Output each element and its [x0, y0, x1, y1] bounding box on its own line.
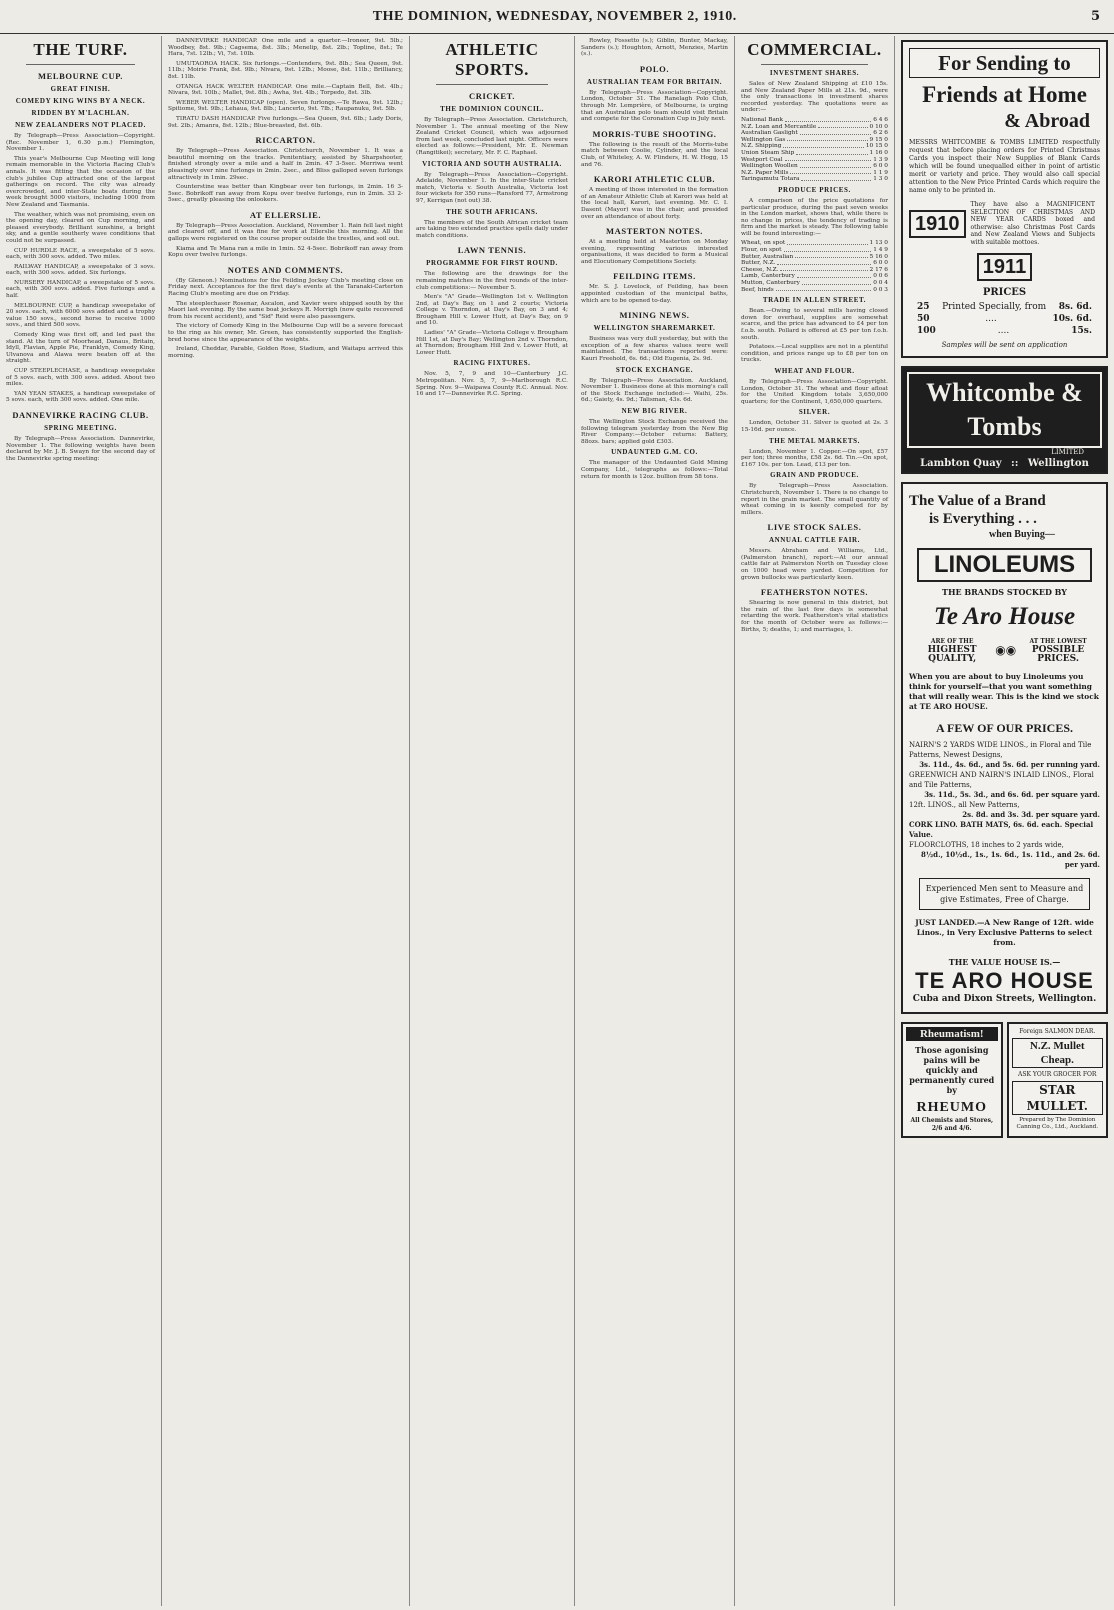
paragraph: By Telegraph—Press Association. Christchurch, November 1. There is no change to report in the grain market. The small quantity of wheat coming in is keenly competed for by millers. [741, 483, 888, 516]
subhead-nz-not-placed: NEW ZEALANDERS NOT PLACED. [15, 121, 146, 129]
ad-rheumo [901, 1022, 1003, 1138]
subhead-lawn-tennis: LAWN TENNIS. [457, 245, 527, 256]
column-athletic [410, 36, 575, 1606]
value-brand-line2: is Everything . . . [929, 510, 1037, 527]
dot-leader [795, 254, 867, 259]
share-row-name: Union Steam Ship [741, 149, 795, 156]
paragraph: Bean.—Owing to several mills having closed down for overhaul, supplies are somewhat scarce, and the price has advanced to £4 per ton f.o.b. south. Pollard is offered at £5 per ton f.o.b. south. [741, 308, 888, 341]
dot-leader [797, 273, 871, 278]
value-brand-line3: when Buying— [989, 528, 1055, 540]
paragraph: By Telegraph—Press Association—Copyright. London, October 31. The wheat and flour afloat for the United Kingdom totals 3,650,000 quarters; for the Continent, 1,650,000 quarters. [741, 378, 888, 405]
column-turf [0, 36, 162, 1606]
masthead-title: THE DOMINION, WEDNESDAY, NOVEMBER 2, 1910. [372, 8, 737, 24]
dot-leader [785, 157, 872, 162]
paragraph: TIRATU DASH HANDICAP. Five furlongs.—Sea Queen, 9st. 6lb.; Lady Doris, 9st. 2lb.; Amanra, 8st. 12lb.; Blue-breasted, 8st. 6lb. [168, 115, 403, 129]
linoleums-banner: LINOLEUMS [917, 548, 1092, 582]
share-row [741, 157, 888, 164]
paragraph: The weather, which was not promising, even on the opening day, cleared on Cup morning, and pleased everybody. Brilliant sunshine, a bright sky, and a gentle southerly wave conditions that could not be surpassed. [6, 211, 155, 244]
share-row [741, 117, 888, 124]
dot-leader [780, 267, 867, 272]
paragraph: OTANGA HACK WELTER HANDICAP. One mile.—Captain Bell, 8st. 4lb.; Nivara, 9st. 10lb.; Mallet, 9st. 8lb.; Awha, 9st. 4lb.; Torpedo, 8st. 3lb. [168, 83, 403, 97]
page-number: 5 [1090, 9, 1100, 24]
subhead-undaunted: UNDAUNTED G.M. CO. [611, 448, 698, 457]
share-row-name: N.Z. Shipping [741, 143, 782, 150]
paragraph: By Telegraph—Press Association. Christchurch, November 1. The annual meeting of the New Zealand Cricket Council, which was adjourned from last week, concluded last night. Officers were elected as follows:—President, Mr. E. Newman (Rangitikei); secretary, Mr. F. C. Raphael. [416, 117, 568, 156]
price-text: 8½d., 10½d., 1s., 1s. 6d., 1s. 11d., and 2s. 6d. per yard. [921, 849, 1100, 869]
column-racing [162, 36, 410, 1606]
produce-row-name: Butter, N.Z. [741, 260, 776, 267]
paragraph: By Telegraph—Press Association—Copyright. London, October 31. The Ranelagh Polo Club, through Mr. Lemprière, of Melbourne, is urging that an Australian polo team should visit Britain and compete for the Coronation Cup in July next. [581, 89, 728, 123]
ad-mullet [1007, 1022, 1109, 1138]
divider [761, 64, 868, 65]
section-title-athletic: ATHLETIC SPORTS. [445, 40, 539, 79]
price-qty: 100 [917, 325, 936, 336]
dot-leader [800, 130, 872, 135]
produce-row [741, 273, 888, 280]
ad-whitcombe-tombs [901, 366, 1108, 474]
dot-leader [776, 287, 871, 292]
price-text: CORK LINO. BATH MATS, 6s. 6d. each. Special Value. [909, 819, 1094, 839]
paragraph: Business was very dull yesterday, but with the exception of a few shares values were well maintained. The transactions reported were: Kauri Freehold, 6s. 6d.; Old Eugenia, 2s. 9d. [581, 336, 728, 363]
subhead-karori: KARORI ATHLETIC CLUB. [593, 174, 716, 185]
samples-note: Samples will be sent on application [941, 340, 1068, 349]
share-row [741, 176, 888, 183]
produce-row-name: Mutton, Canterbury [741, 280, 800, 287]
paragraph: Kiama and Te Mana ran a mile in 1min. 52 4-5sec. Bobrikoff ran away from Kopu over twelve furlongs. [168, 245, 403, 259]
paragraph: Counterstine was better than Kingbear over ten furlongs, in 2min. 16 3-5sec. Bobrikoff ran away from Kopu over twelve furlongs, run in 2min. 33 2-5sec., greatly pleasing the onlookers. [168, 184, 403, 204]
produce-row-value: 1 13 0 [869, 240, 888, 247]
produce-row [741, 287, 888, 294]
subhead-mining: MINING NEWS. [619, 310, 690, 321]
paragraph: The members of the South African cricket team are taking two extended practice spells daily under match conditions. [416, 219, 568, 239]
divider [26, 64, 135, 65]
share-row-value: 1 1 9 [873, 169, 888, 176]
subhead-cricket: CRICKET. [469, 91, 515, 101]
race-heading: NURSERY HANDICAP, a sweepstake of 5 sovs. each, with 300 sovs. added. Five furlongs and a half. [6, 279, 155, 300]
subhead-stock-exchange: STOCK EXCHANGE. [615, 365, 694, 374]
subhead-silver: SILVER. [798, 408, 831, 417]
prices-heading: PRICES [982, 286, 1027, 298]
mullet-cheap: N.Z. Mullet Cheap. [1012, 1038, 1104, 1068]
price-text: FLOORCLOTHS, 18 inches to 2 yards wide, [909, 840, 1064, 849]
paragraph: A meeting of those interested in the formation of an Amateur Athletic Club at Karori was held at the local hall, Karori, last evening. Mr. C. I. Dasent (Mayor) was in the chair, and presided over an attendance of about forty. [581, 187, 728, 220]
price-text: 3s. 11d., 5s. 3d., and 6s. 6d. per square yard. [924, 789, 1100, 799]
produce-row-value: 1 4 9 [873, 247, 888, 254]
ad-title-line3: & Abroad [1004, 110, 1090, 132]
subhead-sharemarket: WELLINGTON SHAREMARKET. [593, 324, 716, 333]
ad-new-year-text: They have also a MAGNIFICENT SELECTION OF CHRISTMAS AND NEW YEAR CARDS boxed and otherwise: also Christmas Post Cards and New Zealand Views and Subjects with suitable mottoes. [970, 201, 1095, 246]
paragraph: At a meeting held at Masterton on Monday evening, representing various interested organisations, it was decided to form a Musical and Elocutionary Competitions Society. [581, 239, 728, 265]
subhead-dannevirke: DANNEVIRKE RACING CLUB. [12, 409, 149, 420]
when-you-text: When you are about to buy Linoleums you think for yourself—that you want something that will really wear. This is the kind we stock at TE ARO HOUSE. [909, 671, 1099, 711]
price-text: .... [997, 325, 1010, 336]
mullet-word: MULLET. [1026, 1098, 1088, 1113]
at-lowest: AT THE LOWEST [1029, 637, 1087, 645]
dot-leader [787, 240, 867, 245]
subhead-featherston: FEATHERSTON NOTES. [760, 587, 869, 598]
produce-row-name: Wheat, on spot [741, 240, 786, 247]
subhead-comedy-king: COMEDY KING WINS BY A NECK. [15, 97, 146, 105]
quality-left [909, 637, 995, 664]
produce-row [741, 247, 888, 254]
section-title-turf: THE TURF. [33, 40, 128, 59]
price-qty: 50 [917, 313, 930, 324]
paragraph: UMUTAOROA HACK. Six furlongs.—Contenders, 9st. 8lb.; Sea Queen, 9st. 11lb.; Moirie Frank, 8st. 9lb.; Nivara, 9st. 12lb.; Moose, 8st. 11lb.; Brilliancy, 8st. 11lb. [168, 60, 403, 80]
te-aro-caps: TE ARO HOUSE [915, 967, 1094, 993]
share-row-value: 1 3 0 [873, 176, 888, 183]
produce-row-value: 0 0 4 [873, 280, 888, 287]
paragraph: Men's "A" Grade—Wellington 1st v. Wellington 2nd, at Day's Bay, on 1 and 2 courts; Victoria College v. Thorndon, at Day's Bay, on 3 and 4; Brougham Hill v. Lower Hutt, at Day's Bay, on 9 and 10. [416, 294, 568, 327]
dot-leader [802, 280, 871, 285]
subhead-new-big-river: NEW BIG RIVER. [621, 407, 688, 415]
paragraph: The Wellington Stock Exchange received the following telegram yesterday from the New Big River Company:—October returns: Battery, 88ozs. bars; applied gold £303. [581, 419, 728, 445]
price-text: GREENWICH AND NAIRN'S INLAID LINOS., Floral and Tile Patterns, [909, 770, 1094, 789]
share-row-name: Wellington Gas [741, 136, 786, 143]
bottom-ads [901, 1022, 1108, 1146]
paragraph: Shearing is now general in this district, but the rain of the last few days is somewhat retarding the work. Featherston's vital statistics for the month of October were as follows:—Births, 5; deaths, 1; and marriages, 1. [741, 600, 888, 633]
share-row-name: Westport Coal [741, 156, 783, 163]
section-title-commercial: COMMERCIAL. [747, 40, 882, 59]
share-row-value: 1 16 0 [869, 149, 888, 156]
ad-title-line1: For Sending to [909, 48, 1100, 78]
divider [436, 84, 548, 85]
share-row-name: N.Z. Loan and Mercantile [741, 123, 817, 130]
share-row [741, 163, 888, 170]
column-commercial [735, 36, 895, 1606]
subhead-investment-shares: INVESTMENT SHARES. [769, 69, 860, 77]
star-brand-row [1012, 1081, 1104, 1115]
produce-row-value: 0 0 3 [873, 286, 888, 293]
are-of-the: ARE OF THE [930, 637, 974, 645]
location-right: Wellington [1027, 457, 1089, 469]
quality-right [1016, 637, 1100, 664]
price-row [909, 301, 1100, 313]
paragraph: By Telegraph—Press Association. Auckland, November 1. Rain fell last night and cleared off, and it was fine for work at Ellerslie this morning. All the gallops were registered on the course proper outside the trestles, and soil out. [168, 222, 403, 243]
dot-leader [818, 124, 867, 129]
produce-row-value: 6 0 0 [873, 260, 888, 267]
price-text: NAIRN'S 2 YARDS WIDE LINOS., in Floral and Tile Patterns, Newest Designs, [909, 740, 1092, 759]
brand-name: Whitcombe & Tombs [907, 372, 1102, 448]
price-row [909, 313, 1100, 325]
dot-leader [777, 260, 871, 265]
produce-row-name: Lamb, Canterbury [741, 273, 795, 280]
share-row-value: 10 15 0 [865, 143, 888, 150]
paragraph: By Telegraph—Press Association. Auckland, November 1. Business done at this morning's call of the Stock Exchange included:— Waihi, 25s. 6d.; Gaiety, 4s. 9d.; Talisman, 43s. 6d. [581, 377, 728, 404]
paragraph: The following is the result of the Morris-tube match between Coolie, Cylinder, and the local Club, of Whiteley, A. W. Flinders, H. W. Hogg, 15 and 76. [581, 141, 728, 168]
produce-row [741, 260, 888, 267]
share-row [741, 143, 888, 150]
subhead-ellerslie: AT ELLERSLIE. [249, 209, 322, 220]
brand-sub: LIMITED [1051, 447, 1084, 456]
paragraph: By Telegraph—Press Association—Copyright. Adelaide, November 1. In the inter-State cricket match, Victoria v. South Australia, Victoria lost four wickets for 350 runs—Ransford 77, Armstrong 97, Kerrigan (not out) 38. [416, 171, 568, 204]
subhead-spring-meeting: SPRING MEETING. [44, 423, 117, 432]
paragraph: The steeplechaser Rosenar, Ascalon, and Xavier were shipped south by the Maori last evening. By the same boat jockeys R. Morrigh (now quite recovered from his recent accident), and "Sid" Reid were also passengers. [168, 300, 403, 320]
paragraph: Messrs. Abraham and Williams, Ltd., (Palmerston branch), report:—At our annual cattle fair at Palmerston North on Tuesday close on 1000 head were yarded. Competition for grown bullocks was particularly keen. [741, 548, 888, 581]
paragraph: By Telegraph—Press Association. Christchurch, November 1. It was a beautiful morning on the tracks. Penitentiary, assisted by Sharpshooter, finished strongly over a mile and a half in 2min. 47 3-5sec. Merriwa went pleasingly over nine furlongs in 2min. 2sec., and Bliss galloped seven furlongs attractively in 1min. 29sec. [168, 148, 403, 181]
quality-row [909, 637, 1100, 664]
subhead-ridden: RIDDEN BY M'LACHLAN. [31, 109, 130, 117]
price-price: 8s. 6d. [1058, 301, 1092, 312]
location-left: Lambton Quay [920, 457, 1002, 469]
share-row [741, 137, 888, 144]
price-text: .... [985, 313, 997, 324]
race-heading: CUP STEEPLECHASE, a handicap sweepstake of 5 sovs. each, with 300 sovs. added. About two miles. [6, 368, 155, 388]
subhead-victoria-sa: VICTORIA AND SOUTH AUSTRALIA. [422, 159, 562, 168]
subhead-produce-prices: PRODUCE PRICES. [778, 185, 851, 194]
subhead-notes: NOTES AND COMMENTS. [227, 264, 344, 275]
dot-leader [796, 150, 867, 155]
race-heading: MELBOURNE CUP, a handicap sweepstake of 20 sovs. each, with 6000 sovs added and a trophy value 150 sovs., second horse to receive 1000 sovs., and third 500 sovs. [6, 302, 155, 329]
subhead-cattle-fair: ANNUAL CATTLE FAIR. [768, 536, 861, 545]
produce-row-name: Flour, on spot [741, 247, 782, 254]
salmon-line: Foreign SALMON DEAR. [1019, 1027, 1096, 1035]
produce-row [741, 267, 888, 274]
year-1911: 1911 [977, 253, 1032, 281]
paragraph: Sales of New Zealand Shipping at £10 15s. and New Zealand Paper Mills at 21s. 9d., were the only transactions in investment shares recorded yesterday. The quotations were as under:— [741, 81, 888, 114]
share-row [741, 150, 888, 157]
star-word: STAR [1039, 1082, 1076, 1097]
rheumo-footer: All Chemists and Stores, 2/6 and 4/6. [910, 1116, 994, 1132]
subhead-metal-markets: THE METAL MARKETS. [769, 436, 860, 445]
price-price: 15s. [1071, 325, 1092, 336]
share-row-value: 0 10 0 [869, 123, 888, 130]
race-heading: YAN YEAN STAKES, a handicap sweepstake of 5 sovs. each, with 300 sovs. added. One mile. [6, 390, 155, 404]
produce-row-name: Cheese, N.Z. [741, 266, 779, 273]
masthead [0, 0, 1114, 34]
ad-title-line2: Friends at Home [922, 82, 1087, 107]
produce-row-name: Butter, Australian [741, 253, 794, 260]
column-sport-mining [575, 36, 735, 1606]
paragraph: WEBER WELTER HANDICAP (open). Seven furlongs.—Te Rawa, 9st. 12lb.; Spitiome, 9st. 9lb.; Lehaua, 9st. 8lb.; Lancerlo, 9st. 7lb.; Raupanuku, 9st. 5lb. [168, 99, 403, 113]
share-row-name: Australian Gaslight [741, 130, 798, 137]
ad-years [909, 201, 1100, 247]
subhead-south-africans: THE SOUTH AFRICANS. [446, 207, 538, 216]
produce-row-name: Beef, hinds [741, 286, 774, 293]
subhead-programme: PROGRAMME FOR FIRST ROUND. [426, 259, 558, 268]
price-text: 12ft. LINOS., all New Patterns, [909, 800, 1020, 809]
ad-christmas-cards [901, 40, 1108, 358]
address: Cuba and Dixon Streets, Wellington. [912, 993, 1097, 1004]
produce-row-value: 5 16 0 [869, 253, 888, 260]
headline-melbourne-cup: MELBOURNE CUP. [37, 71, 124, 81]
produce-table [741, 240, 888, 293]
brands-stocked: THE BRANDS STOCKED BY [942, 586, 1067, 597]
te-aro-logo: Te Aro House [933, 602, 1076, 630]
subhead-great-finish: GREAT FINISH. [50, 85, 111, 93]
price-price: 10s. 6d. [1052, 313, 1092, 324]
paragraph: London, November 1. Copper.—On spot, £57 per ton; three months, £58 2s. 6d. Tin.—On spot, £167 10s. per ton. Lead, £13 per ton. [741, 448, 888, 468]
rheumo-brand: RHEUMO [916, 1099, 988, 1115]
paragraph: Nov. 5, 7, 9 and 10—Canterbury J.C. Metropolitan. Nov. 5, 7, 9—Marlborough R.C. Spring. Nov. 9—Waipawa County R.C. Annual. Nov. 16 and 17—Dannevirke R.C. Spring. [416, 371, 568, 398]
price-list [909, 301, 1100, 337]
share-row-value: 6 4 6 [873, 116, 888, 123]
experienced-box: Experienced Men sent to Measure and give Estimates, Free of Charge. [919, 878, 1090, 910]
share-row-name: Taringamutu Totara [741, 176, 800, 183]
value-brand-line1: The Value of a Brand [909, 492, 1046, 509]
paragraph: Ladies' "A" Grade—Victoria College v. Brougham Hill 1st, at Day's Bay; Wellington 2nd v. Thorndon, at Thorndon; Brougham Hill 2nd v. Lower Hutt, at Lower Hutt. [416, 330, 568, 356]
share-row-value: 9 15 0 [869, 136, 888, 143]
price-text: 3s. 11d., 4s. 6d., and 5s. 6d. per running yard. [919, 759, 1100, 769]
paragraph: The following are the drawings for the remaining matches in the first rounds of the inter-club competitions:— November 5. [416, 271, 568, 291]
price-qty: 25 [917, 301, 930, 312]
produce-row [741, 254, 888, 261]
brand-location [907, 459, 1102, 468]
paragraph: By Telegraph—Press Association. Dannevirke, November 1. The following weights have been declared by Mr. J. B. Swayn for the second day of the Dannevirke spring meeting: [6, 435, 155, 462]
produce-row [741, 240, 888, 247]
share-row-name: Wellington Woollen [741, 163, 798, 170]
subhead-riccarton: RICCARTON. [255, 135, 316, 146]
subhead-feilding: FEILDING ITEMS. [613, 271, 696, 282]
paragraph: This year's Melbourne Cup Meeting will long remain memorable in the Victoria Racing Club's annals. It was fitting that the occasion of the club's jubilee Cup attracted one of the largest gatherings on record. The city was already overcrowded, and inter-State boats during the week brought 5000 visitors, including 1000 from New Zealand and Tasmania. [6, 155, 155, 208]
paragraph: London, October 31. Silver is quoted at 2s. 3 15-16d. per ounce. [741, 420, 888, 433]
dot-leader [790, 170, 871, 175]
paragraph: Mr. S. J. Lovelock, of Feilding, has been appointed custodian of the municipal baths, which are to be opened to-day. [581, 284, 728, 304]
dateline: By Telegraph—Press Association—Copyright. (Rec. November 1, 6.30 p.m.) Flemington, November 1. [6, 133, 155, 153]
share-row-name: National Bank [741, 116, 784, 123]
dot-leader [801, 176, 871, 181]
paragraph: Potatoes.—Local supplies are not in a plentiful condition, and prices range up to £8 per ton on trucks. [741, 344, 888, 364]
paragraph: Ireland, Cheddar, Parable, Golden Rose, Stadium, and Waitapu arrived this morning. [168, 346, 403, 359]
price-text: Printed Specially, from [942, 301, 1047, 312]
year-1910: 1910 [909, 210, 966, 238]
share-row-value: 1 3 9 [873, 156, 888, 163]
just-landed: JUST LANDED.—A New Range of 12ft. wide Linos., in Very Exclusive Patterns to select from. [915, 917, 1094, 947]
share-row [741, 170, 888, 177]
produce-row-value: 2 17 6 [869, 266, 888, 273]
paragraph: Rowley, Fossetto (s.); Giblin, Bunter, Mackay, Sanders (s.); Houghton, Arnott, Menzies, Martin (s.). [581, 38, 728, 58]
subhead-polo: POLO. [639, 63, 670, 74]
highest-quality: HIGHEST QUALITY, [927, 644, 977, 664]
shares-table [741, 117, 888, 183]
column-advertisements [895, 36, 1114, 1606]
price-row [909, 325, 1100, 337]
dot-leader [784, 247, 872, 252]
subhead-wheat-flour: WHEAT AND FLOUR. [774, 366, 855, 375]
dot-leader [783, 143, 863, 148]
share-row-value: 6 0 0 [873, 163, 888, 170]
few-prices-heading: A FEW OF OUR PRICES. [935, 720, 1073, 735]
share-row-value: 6 2 6 [873, 130, 888, 137]
subhead-australian-team: AUSTRALIAN TEAM FOR BRITAIN. [586, 77, 723, 86]
subhead-allen-street: TRADE IN ALLEN STREET. [762, 296, 867, 305]
paragraph: DANNEVIRKE HANDICAP. One mile and a quarter.—Ironeer, 9st. 5lb.; Woodbey, 8st. 9lb.; Cagsema, 8st. 3lb.; Menelip, 8st. 2lb.; Topline, 8st.; Te Hara, 7st. 12lb.; Vi, 7st. 10lb. [168, 38, 403, 58]
rheumatism-text: Those agonising pains will be quickly and permanently cured by [909, 1044, 995, 1095]
dot-leader [800, 163, 872, 168]
ask-grocer: ASK YOUR GROCER FOR [1018, 1070, 1097, 1078]
subhead-racing-fixtures: RACING FIXTURES. [453, 359, 531, 368]
share-row-name: N.Z. Paper Mills [741, 169, 789, 176]
subhead-morris-tube: MORRIS-TUBE SHOOTING. [592, 128, 717, 139]
race-heading: CUP HURDLE RACE, a sweepstake of 5 sovs. each, with 300 sovs. added. Two miles. [6, 247, 155, 261]
paragraph: Comedy King was first off, and led past the stand. At the turn of Moorhead, Danaus, Britain, Idyll, Flavian, Apple Pie, Franklyn, Comedy King, Ulvanova and Alawa were beaten off at the straight. [6, 332, 155, 365]
location-sep: :: [1011, 457, 1019, 469]
prepared-by: Prepared by The Dominion Canning Co., Ltd., Auckland. [1016, 1116, 1099, 1130]
race-heading: RAILWAY HANDICAP, a sweepstake of 3 sovs. each, with 300 sovs. added. Six furlongs. [6, 263, 155, 277]
ad-te-aro-house [901, 482, 1108, 1014]
quality-ornament-icon: ◉◉ [995, 642, 1017, 657]
share-row [741, 130, 888, 137]
paragraph: The manager of the Undaunted Gold Mining Company, Ltd., telegraphs as follows:—Total return for month is 12oz. bullion from 58 tons. [581, 460, 728, 480]
possible-prices: POSSIBLE PRICES. [1031, 644, 1085, 664]
share-row [741, 124, 888, 131]
subhead-dominion-council: THE DOMINION COUNCIL. [440, 105, 544, 113]
dot-leader [785, 117, 871, 122]
rheumatism-title: Rheumatism! [906, 1027, 998, 1041]
ad-body-text: MESSRS WHITCOMBE & TOMBS LIMITED respectfully request that before placing orders for Printed Christmas Cards you inspect their New Supplies of Blank Cards which will be found unequalled either in point of artistic merit or variety and price. They would also call special attention to the New Price Printed Cards which require the name only to be printed in. [909, 139, 1100, 194]
value-house: THE VALUE HOUSE IS.— [948, 956, 1061, 967]
paragraph: A comparison of the price quotations for particular produce, during the past seven weeks in the London market, shows that, while there is no change in prices, the tendency of trading is firm and the market is steady. The following table will be found interesting:— [741, 197, 888, 237]
produce-row-value: 0 0 6 [873, 273, 888, 280]
dot-leader [787, 137, 867, 142]
subhead-live-stock: LIVE STOCK SALES. [767, 522, 862, 533]
paragraph: The victory of Comedy King in the Melbourne Cup will be a severe forecast to the ring as his owner, Mr. Green, has consistently supported the English-bred horse since the appearance of the weights. [168, 323, 403, 343]
price-text: 2s. 8d. and 3s. 3d. per square yard. [962, 809, 1100, 819]
paragraph: (By Gleneon.) Nominations for the Feilding Jockey Club's meeting close on Friday next. Acceptances for the first day's events at the Taranaki-Carterton Racing Club's meeting are due on Friday. [168, 277, 403, 298]
subhead-grain-produce: GRAIN AND PRODUCE. [770, 471, 859, 480]
produce-row [741, 280, 888, 287]
subhead-masterton: MASTERTON NOTES. [606, 226, 703, 237]
